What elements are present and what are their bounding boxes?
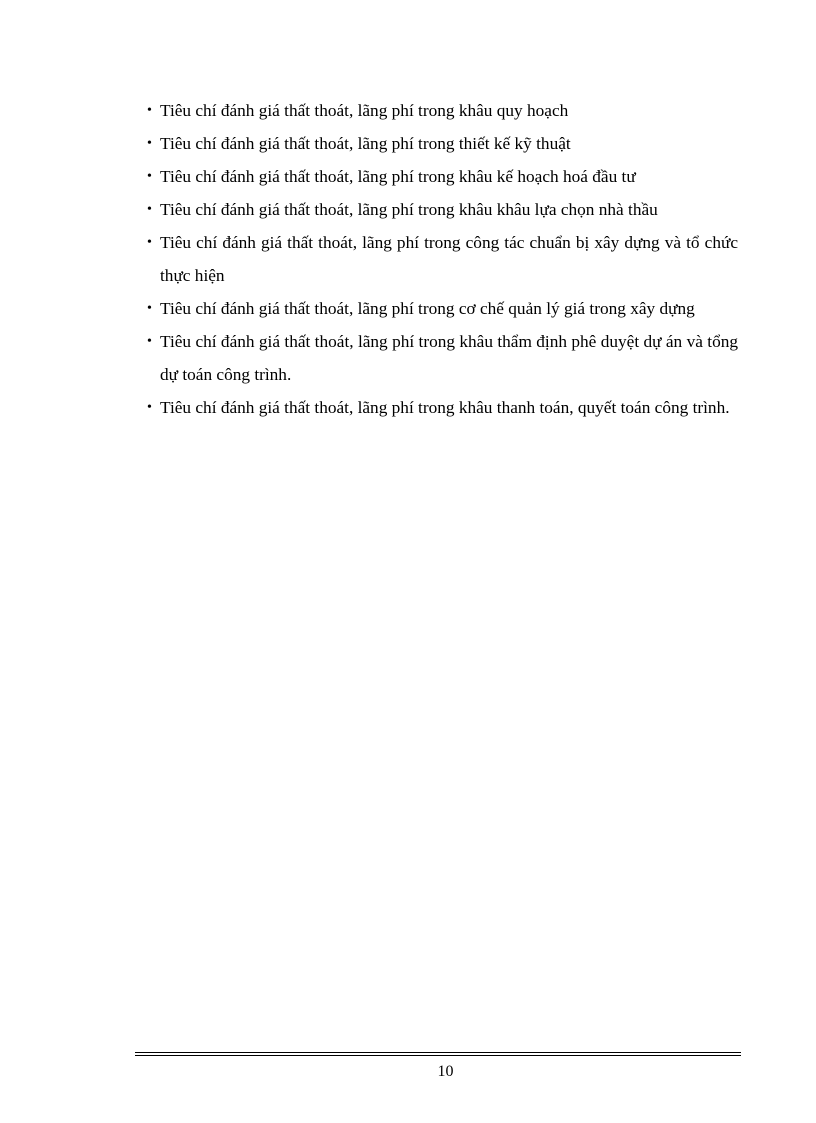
bullet-icon: •: [147, 334, 152, 349]
list-item-text: Tiêu chí đánh giá thất thoát, lãng phí trong công tác chuẩn bị xây dựng và tổ chức thực hiện: [160, 233, 738, 285]
bullet-icon: •: [147, 400, 152, 415]
bullet-icon: •: [147, 169, 152, 184]
list-item: [147, 127, 738, 160]
list-item-text: Tiêu chí đánh giá thất thoát, lãng phí trong cơ chế quản lý giá trong xây dựng: [160, 299, 695, 318]
bullet-icon: •: [147, 136, 152, 151]
page-number: 10: [437, 1063, 454, 1080]
list-item: [147, 391, 738, 424]
footer-rule: [135, 1052, 741, 1053]
list-item: [147, 325, 738, 391]
footer-rule-double: [135, 1055, 741, 1056]
list-item: [147, 160, 738, 193]
bullet-icon: •: [147, 301, 152, 316]
list-item: [147, 292, 738, 325]
list-item-text: Tiêu chí đánh giá thất thoát, lãng phí trong khâu quy hoạch: [160, 101, 569, 120]
bullet-icon: •: [147, 235, 152, 250]
list-item-text: Tiêu chí đánh giá thất thoát, lãng phí trong thiết kế kỹ thuật: [160, 134, 571, 153]
list-item: [147, 94, 738, 127]
list-item: [147, 226, 738, 292]
bullet-icon: •: [147, 103, 152, 118]
list-item-text: Tiêu chí đánh giá thất thoát, lãng phí trong khâu thanh toán, quyết toán công trình.: [160, 398, 730, 417]
criteria-bullet-list: [147, 94, 738, 424]
list-item-text: Tiêu chí đánh giá thất thoát, lãng phí trong khâu kế hoạch hoá đầu tư: [160, 167, 636, 186]
bullet-icon: •: [147, 202, 152, 217]
list-item-text: Tiêu chí đánh giá thất thoát, lãng phí trong khâu thẩm định phê duyệt dự án và tổng dự toán công trình.: [160, 332, 738, 384]
list-item-text: Tiêu chí đánh giá thất thoát, lãng phí trong khâu khâu lựa chọn nhà thầu: [160, 200, 658, 219]
list-item: [147, 193, 738, 226]
